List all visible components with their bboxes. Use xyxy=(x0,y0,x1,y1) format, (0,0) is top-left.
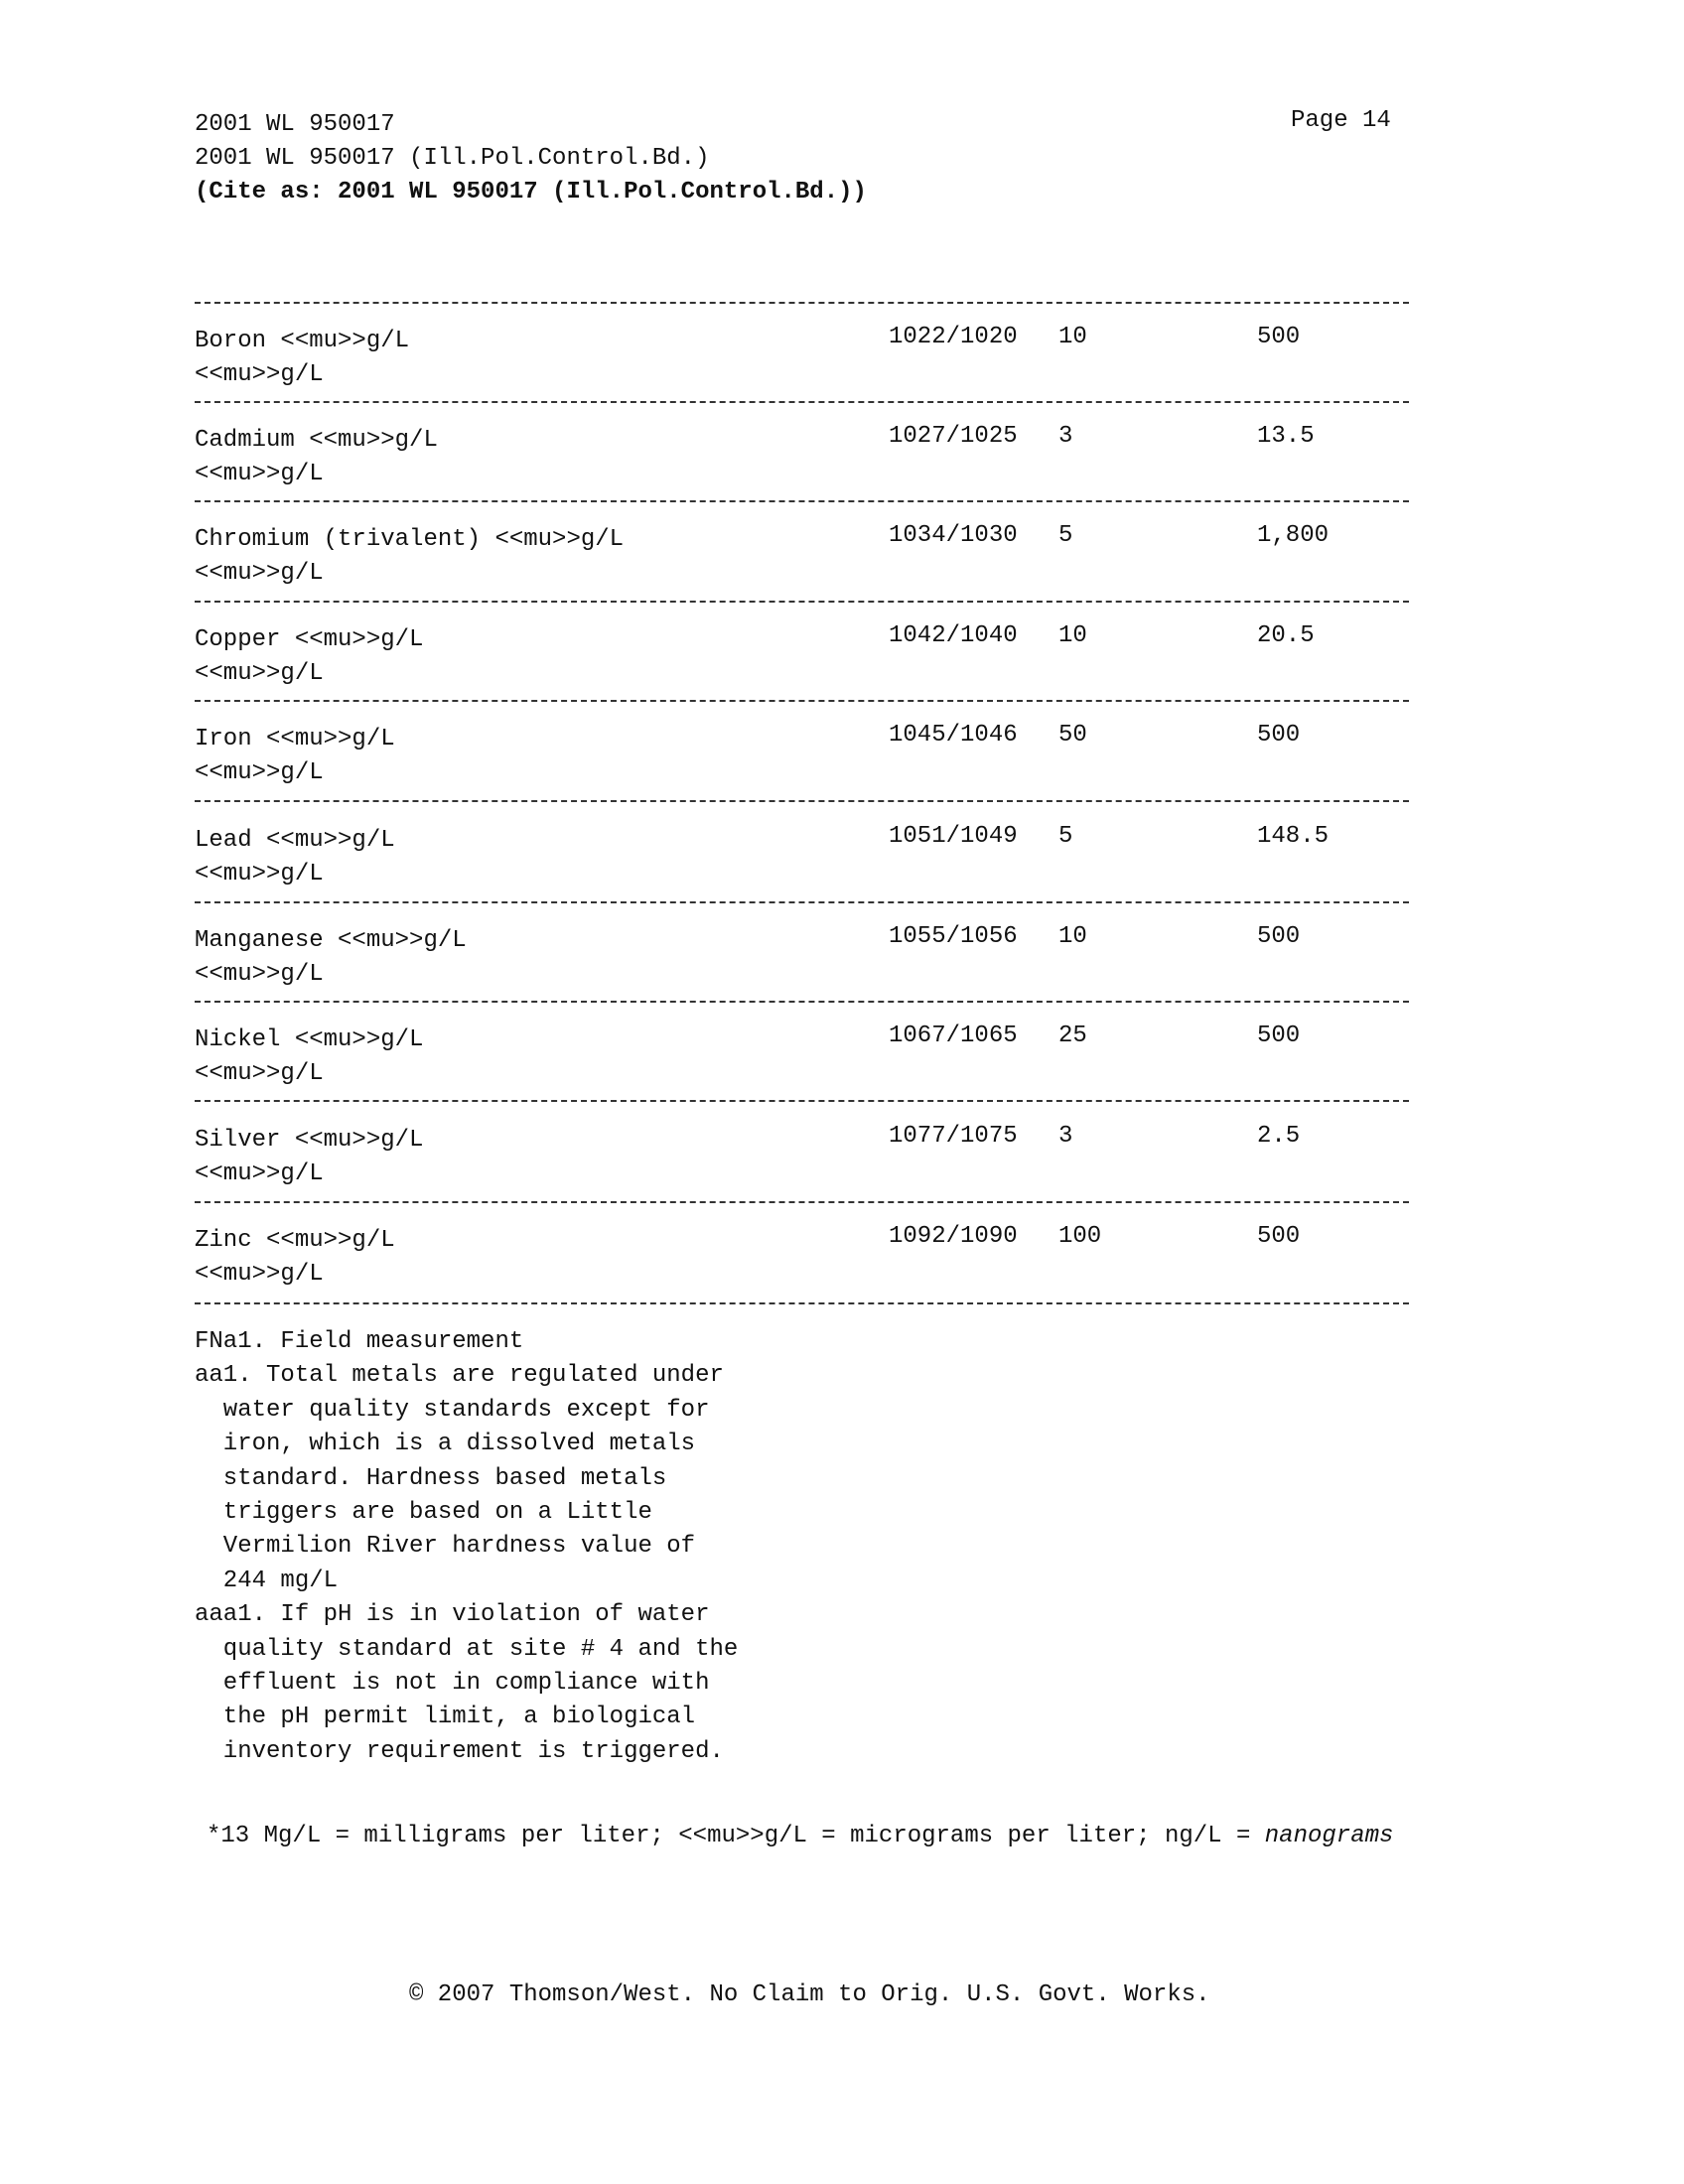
footnote-line: aaa1. If pH is in violation of water xyxy=(195,1601,710,1629)
detection-value: 25 xyxy=(1058,1023,1087,1049)
storet-code: 1027/1025 xyxy=(889,423,1018,450)
parameter-unit: <<mu>>g/L xyxy=(195,361,324,388)
table-row xyxy=(0,823,1684,887)
units-note-italic: nanograms xyxy=(1264,1823,1394,1849)
parameter-unit: <<mu>>g/L xyxy=(195,560,324,587)
parameter-unit: <<mu>>g/L xyxy=(195,461,324,487)
row-divider xyxy=(195,601,1409,603)
table-row xyxy=(0,923,1684,988)
row-divider xyxy=(195,800,1409,802)
table-row xyxy=(0,722,1684,786)
trigger-value: 13.5 xyxy=(1257,423,1315,450)
parameter-unit: <<mu>>g/L xyxy=(195,1261,324,1288)
row-divider xyxy=(195,500,1409,502)
units-note xyxy=(207,1823,1393,1849)
table-row xyxy=(0,423,1684,487)
row-divider xyxy=(195,1100,1409,1102)
parameter-name: Copper <<mu>>g/L xyxy=(195,626,424,653)
parameter-unit: <<mu>>g/L xyxy=(195,1160,324,1187)
parameter-name: Nickel <<mu>>g/L xyxy=(195,1026,424,1053)
row-divider xyxy=(195,1001,1409,1003)
parameter-name: Iron <<mu>>g/L xyxy=(195,726,395,752)
detection-value: 3 xyxy=(1058,1123,1073,1150)
storet-code: 1067/1065 xyxy=(889,1023,1018,1049)
page-number: Page 14 xyxy=(1291,107,1391,134)
trigger-value: 148.5 xyxy=(1257,823,1330,850)
footnote-line: standard. Hardness based metals xyxy=(195,1464,667,1492)
storet-code: 1055/1056 xyxy=(889,923,1018,950)
parameter-name: Manganese <<mu>>g/L xyxy=(195,927,467,954)
parameter-name: Cadmium <<mu>>g/L xyxy=(195,427,438,454)
storet-code: 1034/1030 xyxy=(889,522,1018,549)
table-row xyxy=(0,1023,1684,1087)
storet-code: 1077/1075 xyxy=(889,1123,1018,1150)
trigger-value: 1,800 xyxy=(1257,522,1330,549)
citation-line-2: 2001 WL 950017 (Ill.Pol.Control.Bd.) xyxy=(195,145,710,172)
footnotes xyxy=(195,1328,738,1772)
detection-value: 5 xyxy=(1058,522,1073,549)
footnote-line: inventory requirement is triggered. xyxy=(195,1737,724,1765)
detection-value: 100 xyxy=(1058,1223,1102,1250)
footnote-line: water quality standards except for xyxy=(195,1396,710,1424)
trigger-value: 500 xyxy=(1257,1223,1301,1250)
trigger-value: 500 xyxy=(1257,923,1301,950)
trigger-value: 2.5 xyxy=(1257,1123,1301,1150)
storet-code: 1022/1020 xyxy=(889,324,1018,350)
storet-code: 1051/1049 xyxy=(889,823,1018,850)
row-divider xyxy=(195,302,1409,304)
cite-as-line: (Cite as: 2001 WL 950017 (Ill.Pol.Control.Bd.)) xyxy=(195,179,867,205)
units-note-text: *13 Mg/L = milligrams per liter; <<mu>>g/L = micrograms per liter; ng/L = xyxy=(207,1823,1265,1849)
footnote-line: iron, which is a dissolved metals xyxy=(195,1431,696,1458)
detection-value: 10 xyxy=(1058,622,1087,649)
parameter-name: Boron <<mu>>g/L xyxy=(195,328,410,354)
parameter-name: Chromium (trivalent) <<mu>>g/L xyxy=(195,526,625,553)
parameter-unit: <<mu>>g/L xyxy=(195,759,324,786)
footnote-line: 244 mg/L xyxy=(195,1567,339,1594)
trigger-value: 500 xyxy=(1257,1023,1301,1049)
parameter-name: Lead <<mu>>g/L xyxy=(195,827,395,854)
citation-line-1: 2001 WL 950017 xyxy=(195,111,395,138)
footnote-line: aa1. Total metals are regulated under xyxy=(195,1362,724,1390)
detection-value: 5 xyxy=(1058,823,1073,850)
table-row xyxy=(0,1123,1684,1187)
footnote-line: effluent is not in compliance with xyxy=(195,1669,710,1697)
row-divider xyxy=(195,401,1409,403)
storet-code: 1045/1046 xyxy=(889,722,1018,749)
parameter-unit: <<mu>>g/L xyxy=(195,1060,324,1087)
parameter-name: Silver <<mu>>g/L xyxy=(195,1127,424,1154)
storet-code: 1092/1090 xyxy=(889,1223,1018,1250)
parameter-unit: <<mu>>g/L xyxy=(195,660,324,687)
trigger-value: 500 xyxy=(1257,722,1301,749)
detection-value: 50 xyxy=(1058,722,1087,749)
parameter-name: Zinc <<mu>>g/L xyxy=(195,1227,395,1254)
trigger-value: 500 xyxy=(1257,324,1301,350)
parameter-unit: <<mu>>g/L xyxy=(195,861,324,887)
trigger-value: 20.5 xyxy=(1257,622,1315,649)
detection-value: 10 xyxy=(1058,923,1087,950)
parameter-unit: <<mu>>g/L xyxy=(195,961,324,988)
footnote-line: the pH permit limit, a biological xyxy=(195,1704,696,1731)
footnote-line: quality standard at site # 4 and the xyxy=(195,1635,739,1663)
footnote-line: triggers are based on a Little xyxy=(195,1498,652,1526)
footnote-line: Vermilion River hardness value of xyxy=(195,1533,696,1561)
table-row xyxy=(0,1223,1684,1288)
row-divider xyxy=(195,1302,1409,1304)
storet-code: 1042/1040 xyxy=(889,622,1018,649)
copyright-notice: © 2007 Thomson/West. No Claim to Orig. U.S. Govt. Works. xyxy=(409,1981,1210,2008)
table-row xyxy=(0,324,1684,388)
table-row xyxy=(0,522,1684,587)
row-divider xyxy=(195,1201,1409,1203)
row-divider xyxy=(195,700,1409,702)
detection-value: 3 xyxy=(1058,423,1073,450)
row-divider xyxy=(195,901,1409,903)
footnote-line: FNa1. Field measurement xyxy=(195,1328,524,1355)
table-row xyxy=(0,622,1684,687)
detection-value: 10 xyxy=(1058,324,1087,350)
